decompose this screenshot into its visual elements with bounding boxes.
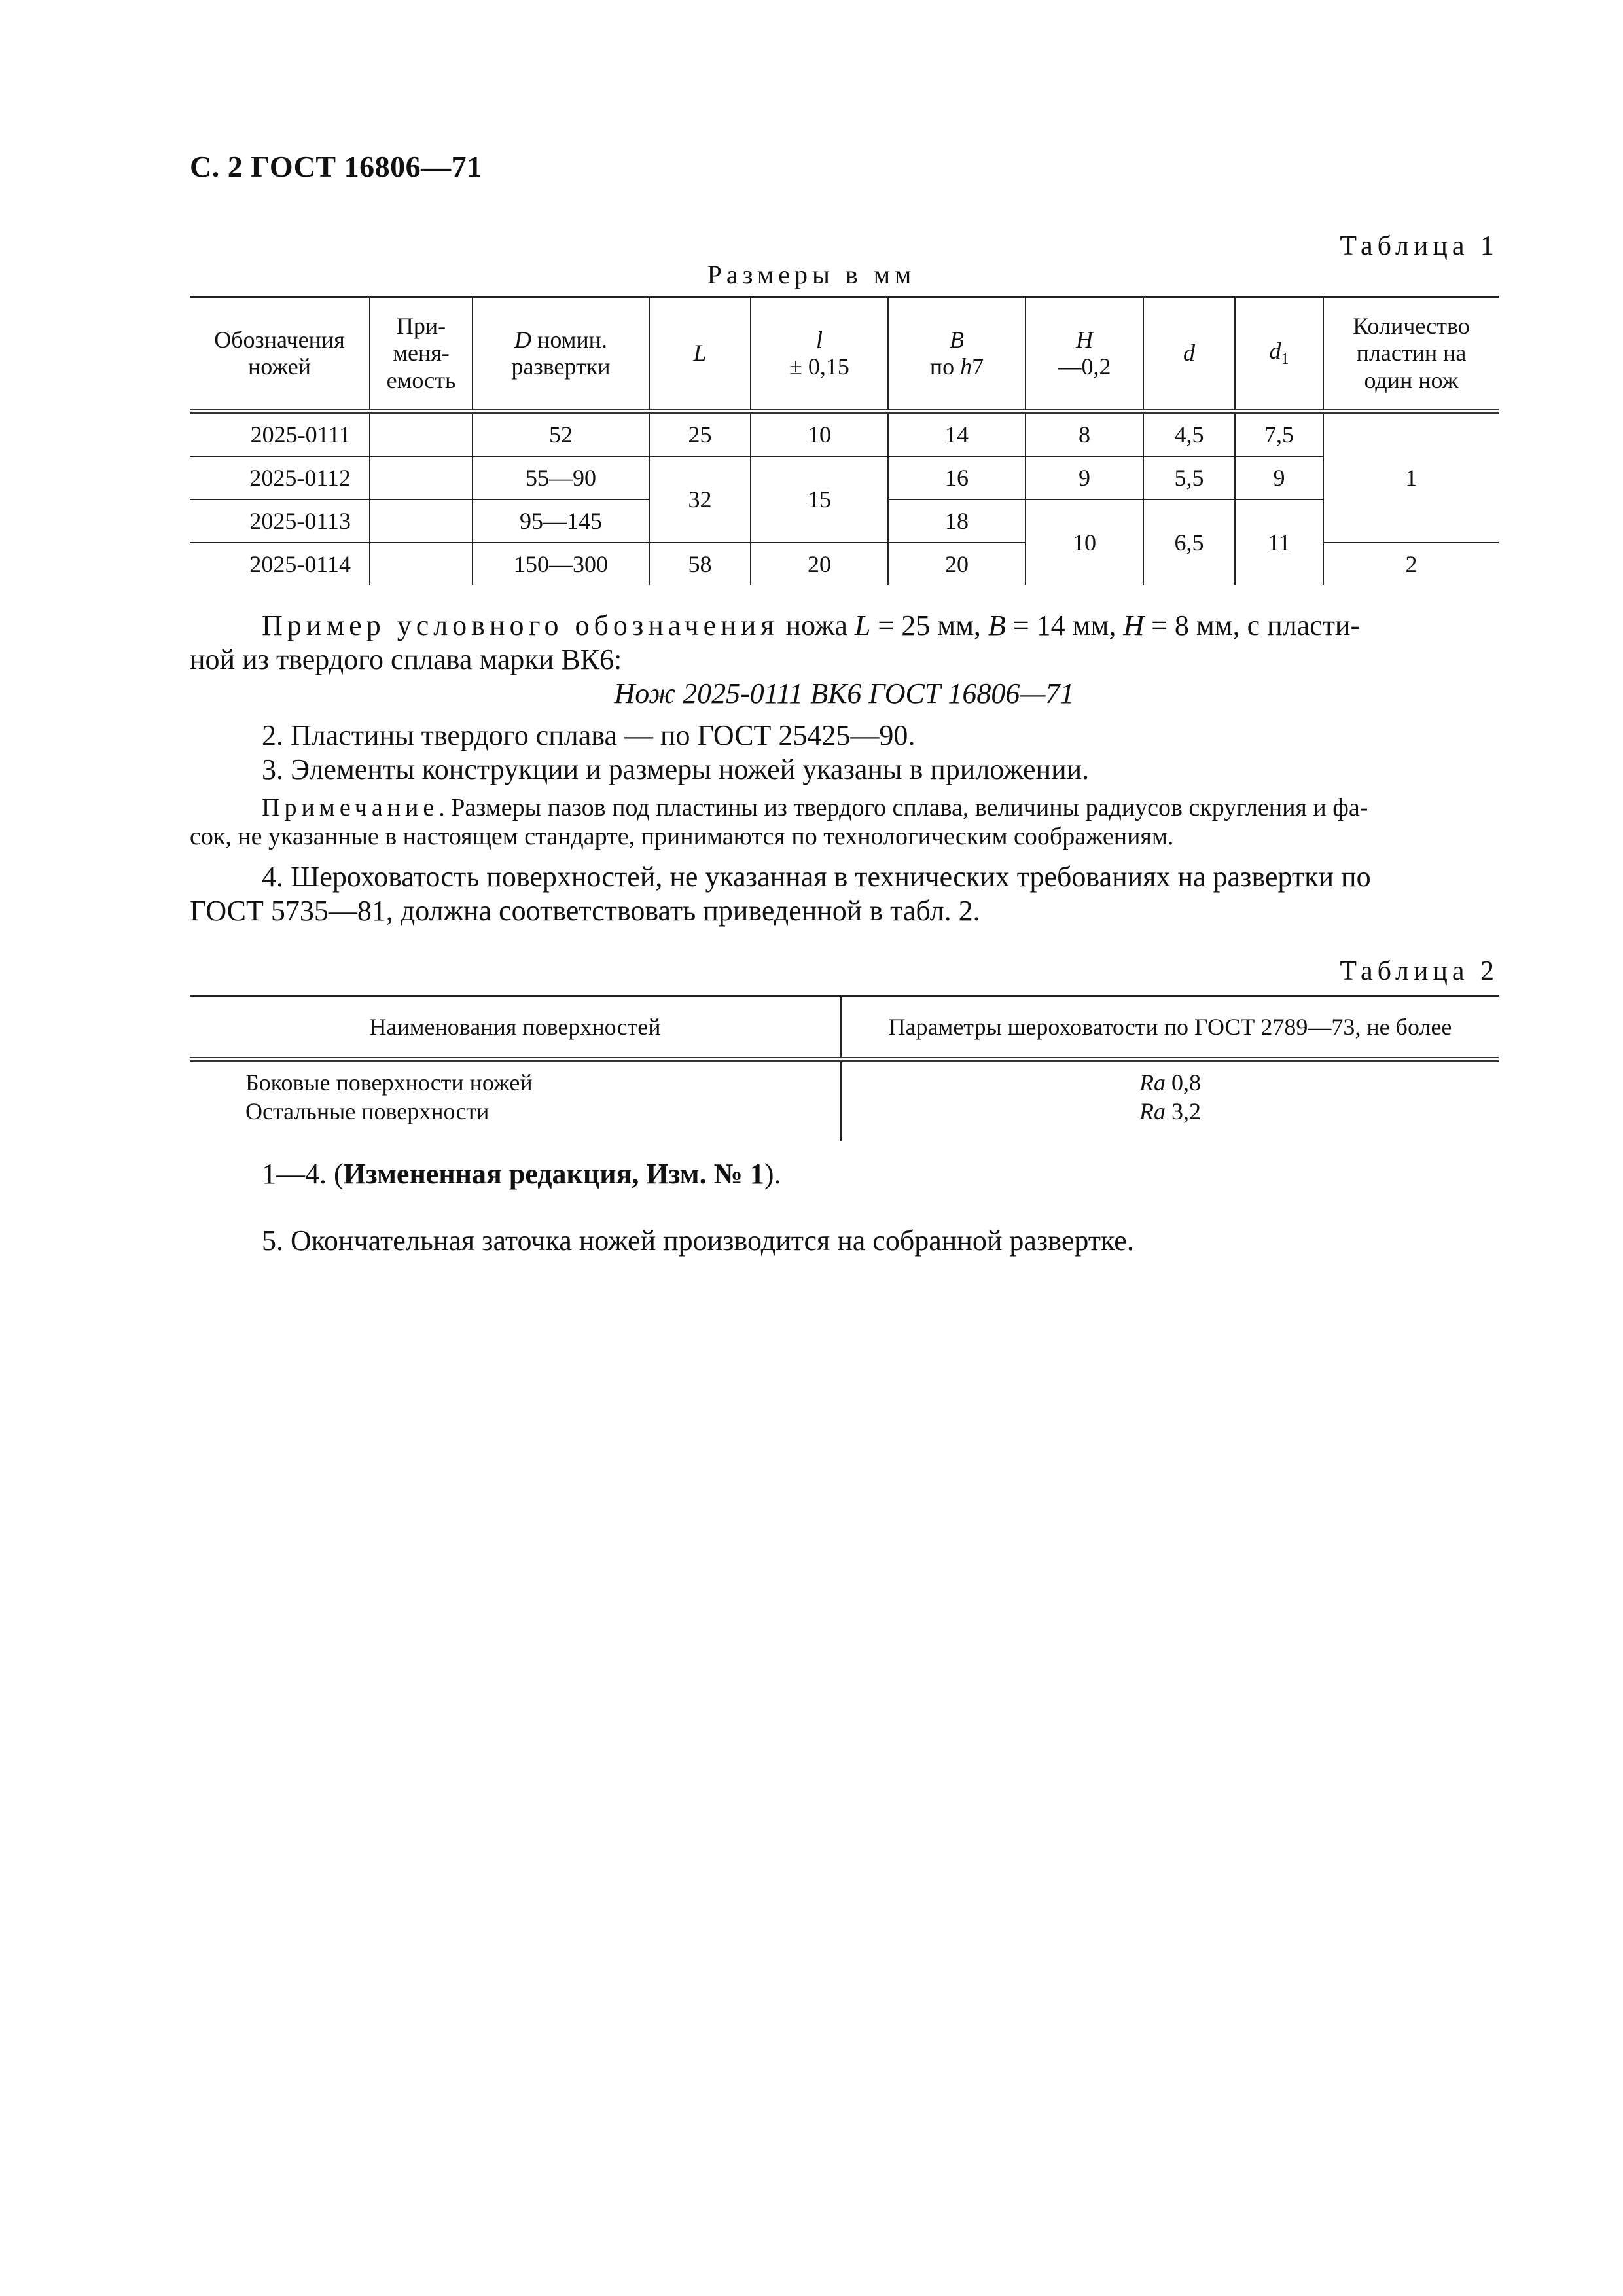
- cell-code: 2025-0114: [190, 543, 370, 585]
- change-note: 1—4. (Измененная редакция, Изм. № 1).: [262, 1158, 781, 1190]
- example-paragraph: Пример условного обозначения ножа L = 25 мм, B = 14 мм, H = 8 мм, с пласти- ной из твердого сплава марки ВК6: Нож 2025-0111 ВК6 ГОСТ 16806—71: [190, 609, 1499, 711]
- cell-L: 25: [649, 412, 751, 457]
- col-H-header: H —0,2: [1026, 297, 1143, 412]
- cell-L: 32: [649, 456, 751, 543]
- cell-roughness-values: Ra 0,8 Ra 3,2: [841, 1060, 1499, 1141]
- table-row: [190, 412, 1499, 457]
- col-applicability-header: При- меня- емость: [370, 297, 473, 412]
- col-quantity-header: Количество пластин на один нож: [1323, 297, 1499, 412]
- cell-H: 10: [1026, 499, 1143, 585]
- cell-B: 18: [888, 499, 1026, 543]
- cell-applicability: [370, 499, 473, 543]
- cell-code: 2025-0112: [190, 456, 370, 499]
- cell-d1: 11: [1235, 499, 1323, 585]
- cell-applicability: [370, 456, 473, 499]
- item-3: 3. Элементы конструкции и размеры ножей указаны в приложении.: [262, 753, 1090, 785]
- cell-l: 20: [751, 543, 888, 585]
- cell-d: 5,5: [1143, 456, 1235, 499]
- cell-D: 150—300: [473, 543, 649, 585]
- col-surface-header: Наименования поверхностей: [190, 996, 841, 1060]
- table2-caption: Таблица 2: [1340, 956, 1499, 986]
- cell-d1: 9: [1235, 456, 1323, 499]
- col-designation-header: Обозначения ножей: [190, 297, 370, 412]
- col-roughness-header: Параметры шероховатости по ГОСТ 2789—73, не более: [841, 996, 1499, 1060]
- cell-surface-names: Боковые поверхности ножей Остальные поверхности: [245, 1069, 533, 1124]
- cell-H: 8: [1026, 412, 1143, 457]
- cell-code: 2025-0111: [190, 412, 370, 457]
- cell-D: 95—145: [473, 499, 649, 543]
- cell-d: 4,5: [1143, 412, 1235, 457]
- cell-D: 52: [473, 412, 649, 457]
- cell-applicability: [370, 412, 473, 457]
- page-header: С. 2 ГОСТ 16806—71: [190, 150, 482, 183]
- note: Примечание. Размеры пазов под пластины из твердого сплава, величины радиусов скругления и фа- сок, не указанные в настоящем стандарте, принимаются по технологическим соображениям.: [190, 794, 1368, 850]
- cell-d: 6,5: [1143, 499, 1235, 585]
- table-1: [190, 296, 1499, 585]
- cell-D: 55—90: [473, 456, 649, 499]
- cell-d1: 7,5: [1235, 412, 1323, 457]
- note-label: Примечание: [262, 794, 439, 821]
- item-4: 4. Шероховатость поверхностей, не указанная в технических требованиях на развертки по ГОСТ 5735—81, должна соответствовать приведенной в табл. 2.: [190, 861, 1371, 927]
- cell-H: 9: [1026, 456, 1143, 499]
- cell-applicability: [370, 543, 473, 585]
- table-2: [190, 995, 1499, 1141]
- col-d-nominal-header: D номин. развертки: [473, 297, 649, 412]
- table-row: [190, 1060, 1499, 1141]
- item-5: 5. Окончательная заточка ножей производится на собранной развертке.: [262, 1225, 1134, 1257]
- col-d-header: d: [1143, 297, 1235, 412]
- cell-L: 58: [649, 543, 751, 585]
- table2-header-row: [190, 996, 1499, 1060]
- cell-l: 10: [751, 412, 888, 457]
- table1-units: Размеры в мм: [707, 260, 916, 289]
- col-B-header: B по h7: [888, 297, 1026, 412]
- example-label: Пример условного обозначения: [262, 609, 779, 641]
- table-row: [190, 456, 1499, 499]
- col-L-header: L: [649, 297, 751, 412]
- cell-B: 16: [888, 456, 1026, 499]
- cell-B: 20: [888, 543, 1026, 585]
- table1-caption: Таблица 1: [1340, 231, 1499, 261]
- cell-quantity: 2: [1323, 543, 1499, 585]
- cell-B: 14: [888, 412, 1026, 457]
- example-line2: ной из твердого сплава марки ВК6:: [190, 643, 622, 675]
- cell-code: 2025-0113: [190, 499, 370, 543]
- col-l-header: l ± 0,15: [751, 297, 888, 412]
- col-d1-header: $d_1$: [1235, 297, 1323, 412]
- table1-header-row: [190, 297, 1499, 412]
- example-designation: Нож 2025-0111 ВК6 ГОСТ 16806—71: [614, 677, 1075, 709]
- cell-quantity: 1: [1323, 412, 1499, 543]
- item-2: 2. Пластины твердого сплава — по ГОСТ 25425—90.: [262, 719, 916, 751]
- cell-l: 15: [751, 456, 888, 543]
